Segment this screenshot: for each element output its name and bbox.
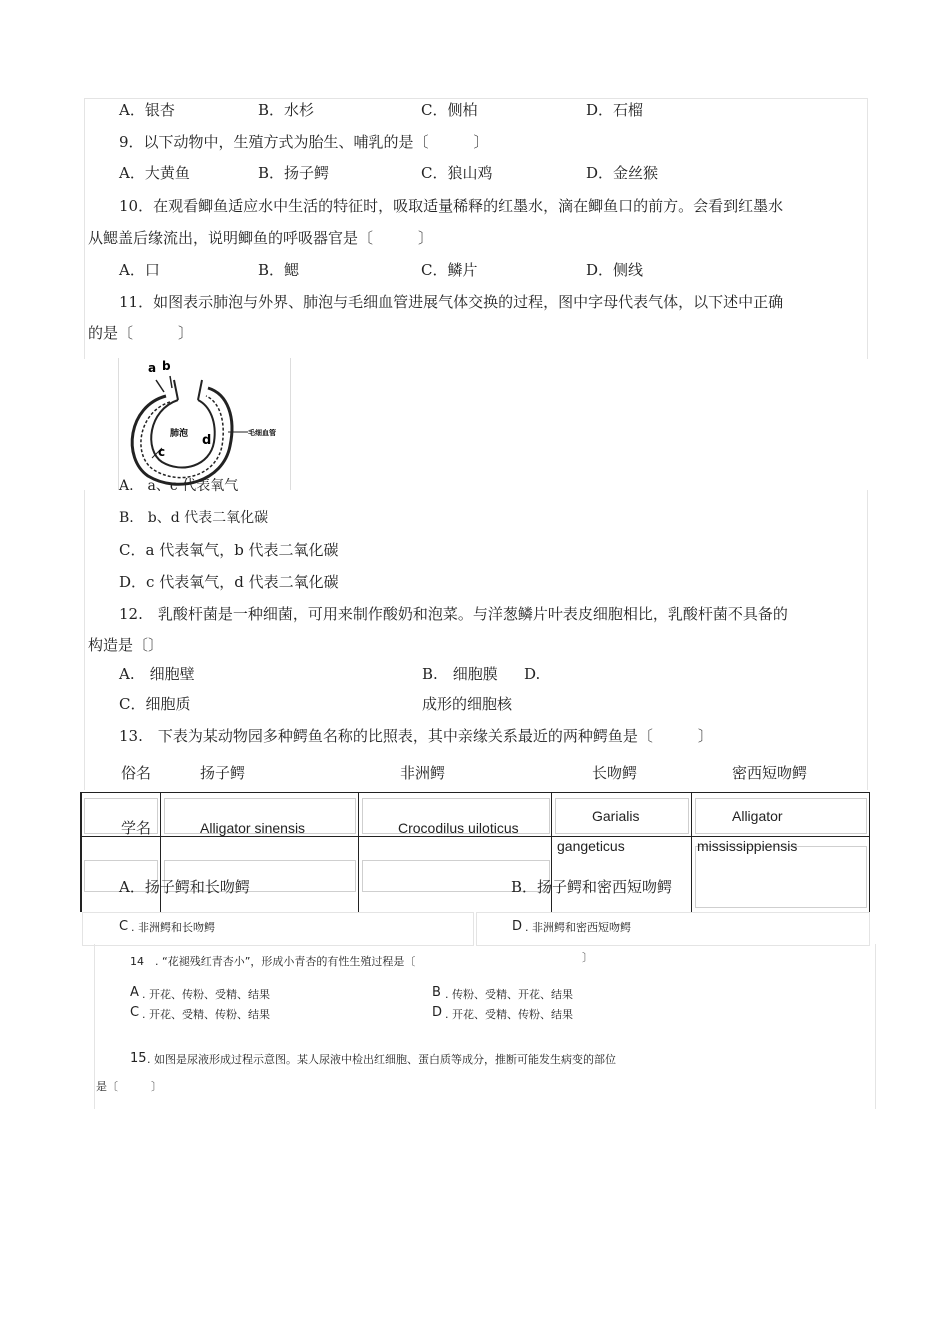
q9-option-c: C．狼山鸡: [421, 164, 493, 182]
q12-option-d-letter: D.: [524, 665, 541, 683]
q15-stem-line2: 是〔 〕: [96, 1080, 162, 1093]
q13-option-c-letter: C: [119, 919, 129, 934]
q14-option-d-letter: D: [432, 1005, 443, 1020]
table-common-name-4: 密西短吻鳄: [732, 764, 808, 782]
label-b: b: [162, 359, 171, 373]
q14-option-a-letter: A: [130, 985, 139, 1000]
q12-option-d-text: 成形的细胞核: [422, 695, 513, 713]
q14-option-c-letter: C: [130, 1005, 140, 1020]
q8-option-b: B．水杉: [258, 101, 315, 119]
q14-option-c-text: . 开花、受精、传粉、结果: [142, 1008, 270, 1021]
label-a: a: [148, 361, 157, 375]
q14-closing: 〕: [582, 951, 593, 964]
table-common-name-2: 非洲鳄: [400, 764, 446, 782]
q11-option-a: A. a、c 代表氧气: [119, 478, 239, 494]
q13-option-d-text: . 非洲鳄和密西短吻鳄: [525, 921, 631, 934]
q12-stem-line1: 12. 乳酸杆菌是一种细菌，可用来制作酸奶和泡菜。与洋葱鳞片叶表皮细胞相比，乳酸杆菌不具备的: [119, 605, 788, 623]
table-sci-name-4-line2: mississippiensis: [697, 838, 798, 854]
q15-stem-num: 15: [130, 1051, 147, 1066]
table-sci-name-1: Alligator sinensis: [200, 820, 306, 836]
q12-option-b: B. 细胞膜: [422, 665, 498, 683]
q13-stem: 13. 下表为某动物园多种鳄鱼名称的比照表，其中亲缘关系最近的两种鳄鱼是〔 〕: [119, 727, 713, 745]
q11-stem-line2: 的是〔 〕: [88, 324, 194, 342]
label-alveolus: 肺泡: [170, 429, 189, 439]
q14-option-d-text: . 开花、受精、传粉、结果: [445, 1008, 573, 1021]
q11-option-c: C．a 代表氧气，b 代表二氧化碳: [119, 541, 339, 559]
q10-stem-line2: 从鳃盖后缘流出，说明鲫鱼的呼吸器官是〔 〕: [88, 229, 434, 247]
q13-option-c-text: . 非洲鳄和长吻鳄: [131, 921, 215, 934]
q11-option-d: D．c 代表氧气，d 代表二氧化碳: [119, 573, 339, 591]
q9-stem: 9．以下动物中，生殖方式为胎生、哺乳的是〔 〕: [119, 133, 489, 151]
q14-option-b-text: . 传粉、受精、开花、结果: [445, 988, 573, 1001]
q13-option-a: A．扬子鳄和长吻鳄: [119, 878, 250, 896]
q14-option-a-text: . 开花、传粉、受精、结果: [142, 988, 270, 1001]
table-row2-header: 学名: [121, 819, 152, 837]
q8-option-d: D．石榴: [586, 101, 644, 119]
alveolus-diagram: [118, 358, 292, 490]
q14-option-b-letter: B: [432, 985, 441, 1000]
q13-option-d-letter: D: [512, 919, 523, 934]
table-common-name-1: 扬子鳄: [200, 764, 246, 782]
label-c: c: [158, 445, 166, 459]
table-sci-name-2: Crocodilus uiloticus: [398, 820, 519, 836]
q9-option-d: D．金丝猴: [586, 164, 659, 182]
q13-option-b: B．扬子鳄和密西短吻鳄: [511, 878, 673, 896]
q11-stem-line1: 11．如图表示肺泡与外界、肺泡与毛细血管进展气体交换的过程，图中字母代表气体，以下述中正确: [119, 293, 784, 311]
table-row1-header: 俗名: [121, 764, 152, 782]
q11-option-b: B. b、d 代表二氧化碳: [119, 510, 269, 526]
q15-stem: . 如图是尿液形成过程示意图。某人尿液中检出红细胞、蛋白质等成分，推断可能发生病变的部位: [147, 1053, 616, 1066]
table-sci-name-3-line2: gangeticus: [557, 838, 625, 854]
table-sci-name-3-line1: Garialis: [592, 808, 640, 824]
table-sci-name-4-line1: Alligator: [732, 808, 783, 824]
q12-option-a: A. 细胞壁: [119, 665, 195, 683]
label-d: d: [202, 433, 212, 448]
q10-option-c: C．鳞片: [421, 261, 478, 279]
q12-stem-line2: 构造是〔〕: [88, 636, 164, 654]
table-common-name-3: 长吻鳄: [592, 764, 638, 782]
q9-option-b: B．扬子鳄: [258, 164, 330, 182]
q10-stem-line1: 10．在观看鲫鱼适应水中生活的特征时，吸取适量稀释的红墨水，滴在鲫鱼口的前方。会看到红墨水: [119, 197, 784, 215]
q10-option-d: D．侧线: [586, 261, 644, 279]
q11-figure: [118, 358, 292, 490]
label-capillary: 毛细血管: [248, 429, 276, 437]
q14-stem: 14 . “花褪残红青杏小”，形成小青杏的有性生殖过程是〔: [130, 955, 416, 968]
q8-option-c: C．侧柏: [421, 101, 478, 119]
q12-option-c: C．细胞质: [119, 695, 191, 713]
q9-option-a: A．大黄鱼: [119, 164, 190, 182]
q8-option-a: A．银杏: [119, 101, 175, 119]
q10-option-a: A．口: [119, 261, 160, 279]
q10-option-b: B．鳃: [258, 261, 300, 279]
